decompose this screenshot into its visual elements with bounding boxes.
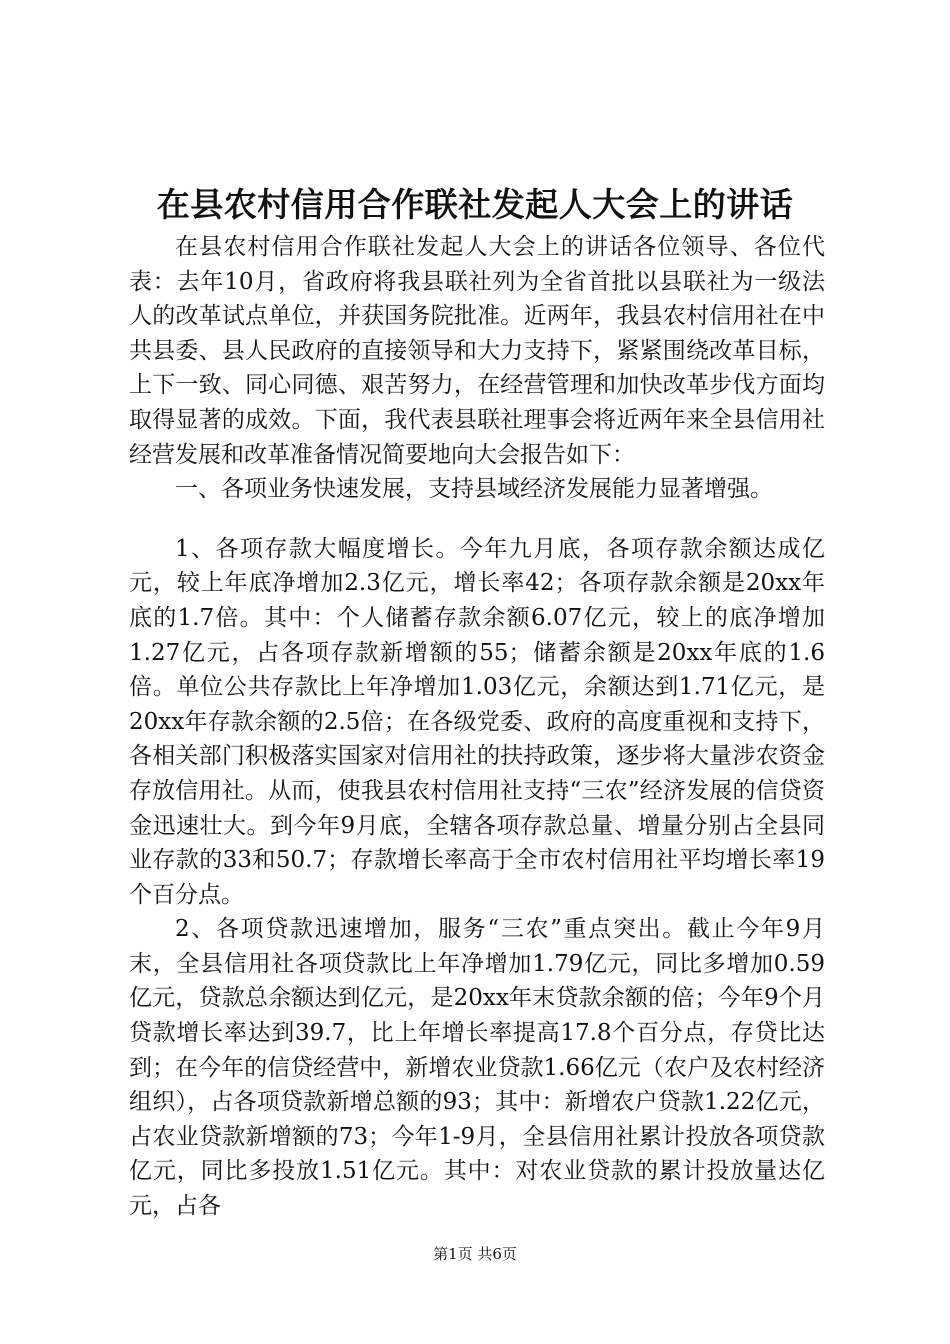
paragraph-intro: 在县农村信用合作联社发起人大会上的讲话各位领导、各位代表：去年10月，省政府将我县联社列为全省首批以县联社为一级法人的改革试点单位，并获国务院批准。近两年，我县农村信用社在中共县委、县人民政府的直接领导和大力支持下，紧紧围绕改革目标，上下一致、同心同德、艰苦努力，在经营管理和加快改革步伐方面均取得显著的成效。下面，我代表县联社理事会将近两年来全县信用社经营发展和改革准备情况简要地向大会报告如下： bbox=[129, 234, 825, 468]
paragraph-gap bbox=[129, 507, 825, 532]
paragraph-loans: 2、各项贷款迅速增加，服务“三农”重点突出。截止今年9月末，全县信用社各项贷款比上年净增加1.79亿元，同比多增加0.59亿元，贷款总余额达到亿元，是20xx年末贷款余额的倍；今年9个月贷款增长率达到39.7，比上年增长率提高17.8个百分点，存贷比达到；在今年的信贷经营中，新增农业贷款1.66亿元（农户及农村经济组织），占各项贷款新增总额的93；其中：新增农户贷款1.22亿元，占农业贷款新增额的73；今年1-9月，全县信用社累计投放各项贷款亿元，同比多投放1.51亿元。其中：对农业贷款的累计投放量达亿元，占各 bbox=[129, 916, 825, 1220]
document-title: 在县农村信用合作联社发起人大会上的讲话 bbox=[156, 185, 794, 224]
paragraph-section-heading: 一、各项业务快速发展，支持县域经济发展能力显著增强。 bbox=[175, 476, 773, 503]
paragraph-deposits: 1、各项存款大幅度增长。今年九月底，各项存款余额达成亿元，较上年底净增加2.3亿元，增长率42；各项存款余额是20xx年底的1.7倍。其中：个人储蓄存款余额6.07亿元，较上的底净增加1.27亿元，占各项存款新增额的55；储蓄余额是20xx年底的1.6倍。单位公共存款比上年净增加1.03亿元，余额达到1.71亿元，是20xx年存款余额的2.5倍；在各级党委、政府的高度重视和支持下，各相关部门积极落实国家对信用社的扶持政策，逐步将大量涉农资金存放信用社。从而，使我县农村信用社支持“三农”经济发展的信贷资金迅速壮大。到今年9月底，全辖各项存款总量、增量分别占全县同业存款的33和50.7；存款增长率高于全市农村信用社平均增长率19个百分点。 bbox=[129, 535, 825, 908]
document-body bbox=[129, 230, 825, 1224]
page-footer: 第1页 共6页 bbox=[433, 1245, 517, 1263]
